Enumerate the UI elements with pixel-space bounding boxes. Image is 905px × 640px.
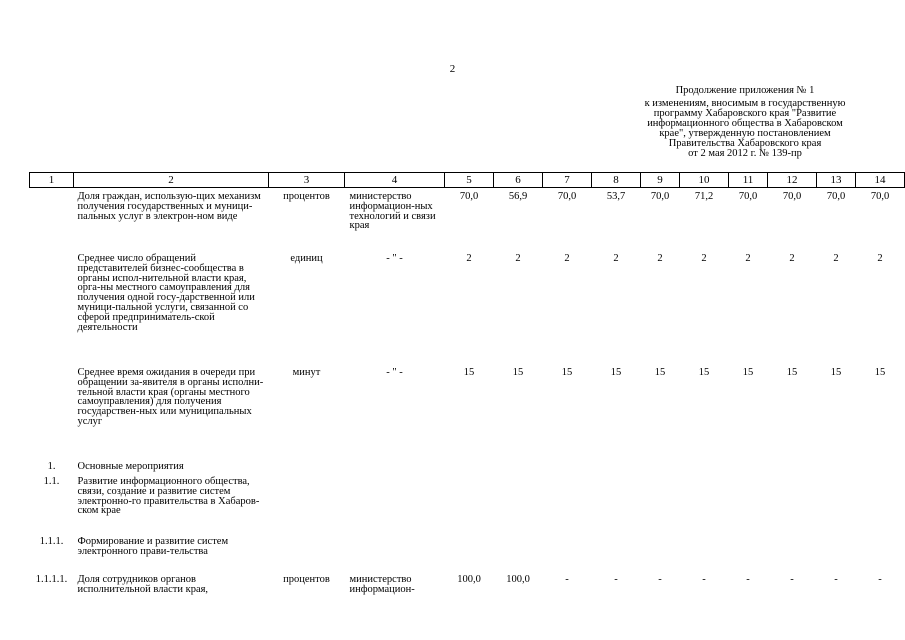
value-cell: - [702, 574, 706, 585]
appendix-header-line: к изменениям, вносимым в государственную [644, 98, 846, 109]
value-cell: 70,0 [557, 191, 577, 202]
value-cell: 100,0 [457, 574, 481, 585]
value-cell: 15 [561, 367, 573, 378]
value-cell: 15 [463, 367, 475, 378]
value-cell: 2 [657, 253, 663, 264]
unit-cell: процентов [283, 574, 330, 585]
column-number: 10 [680, 173, 729, 188]
appendix-header-line: крае", утвержденную постановлением [659, 128, 831, 139]
value-cell: - [614, 574, 618, 585]
executor-cell: министерство информацион-ных технологий и связи края [349, 191, 436, 232]
column-number: 3 [269, 173, 345, 188]
column-number: 5 [445, 173, 494, 188]
value-cell: 70,0 [738, 191, 758, 202]
table-row [30, 254, 905, 368]
column-number: 1 [30, 173, 74, 188]
value-cell: - [565, 574, 569, 585]
page-number: 2 [449, 63, 456, 75]
row-number [30, 188, 74, 255]
value-cell: 15 [698, 367, 710, 378]
indicators-table [29, 172, 905, 605]
value-cell: 15 [874, 367, 886, 378]
indicator-name: Основные мероприятия [77, 461, 184, 472]
indicator-name: Формирование и развитие систем электронного прави-тельства [77, 536, 229, 557]
column-number: 4 [345, 173, 445, 188]
value-cell: - [746, 574, 750, 585]
column-number: 2 [74, 173, 269, 188]
value-cell: 15 [742, 367, 754, 378]
executor-cell: - " - [386, 253, 403, 264]
column-number: 11 [729, 173, 768, 188]
value-cell: 2 [613, 253, 619, 264]
value-cell: 70,0 [826, 191, 846, 202]
indicator-name: Развитие информационного общества, связи, создание и развитие систем электронно-го правительства в Хабаров-ском крае [77, 476, 260, 517]
indicator-name: Среднее число обращений представителей бизнес-сообщества в органы испол-нительной власти края, орга-ны местного самоуправления для получения одной госу-дарственной или муници-пальной услуги, связанной со сферой предприниматель-ской деятельности [77, 253, 255, 333]
column-number: 8 [592, 173, 641, 188]
value-cell: - [658, 574, 662, 585]
value-cell: 70,0 [650, 191, 670, 202]
executor-cell: министерство информацион- [349, 574, 415, 595]
unit-cell: минут [292, 367, 321, 378]
value-cell: 2 [515, 253, 521, 264]
table-row [30, 462, 905, 477]
value-cell: 15 [610, 367, 622, 378]
table-row [30, 477, 905, 537]
row-number [30, 368, 74, 462]
value-cell: - [790, 574, 794, 585]
indicator-name: Среднее время ожидания в очереди при обращении за-явителя в органы исполни-тельной власти края (органы местного самоуправления) для получения государствен-ных или муниципальных услуг [77, 367, 264, 427]
appendix-header-line: Правительства Хабаровского края [668, 138, 822, 149]
column-number: 13 [817, 173, 856, 188]
value-cell: 15 [830, 367, 842, 378]
indicator-name: Доля граждан, использую-щих механизм получения государственных и муници-пальных услуг в электрон-ном виде [77, 191, 261, 222]
value-cell: 2 [745, 253, 751, 264]
value-cell: 2 [564, 253, 570, 264]
appendix-header-line: от 2 мая 2012 г. № 139-пр [688, 148, 802, 159]
value-cell: 70,0 [870, 191, 890, 202]
value-cell: 70,0 [782, 191, 802, 202]
appendix-title: Продолжение приложения № 1 [675, 85, 815, 96]
row-number: 1.1.1. [39, 536, 64, 547]
row-number: 1. [47, 461, 56, 472]
table-row [30, 368, 905, 462]
column-number: 12 [768, 173, 817, 188]
column-number: 7 [543, 173, 592, 188]
value-cell: 71,2 [694, 191, 714, 202]
column-number: 14 [856, 173, 905, 188]
row-number: 1.1. [43, 476, 60, 487]
row-number: 1.1.1.1. [35, 574, 68, 585]
table-row [30, 188, 905, 255]
value-cell: 2 [833, 253, 839, 264]
table-row [30, 537, 905, 575]
column-number-row [30, 173, 905, 188]
value-cell: 2 [877, 253, 883, 264]
value-cell: 53,7 [606, 191, 626, 202]
appendix-header-line: информационного общества в Хабаровском [647, 118, 843, 129]
table-row [30, 575, 905, 605]
appendix-header [600, 86, 890, 159]
executor-cell: - " - [386, 367, 403, 378]
column-number: 6 [494, 173, 543, 188]
column-number: 9 [641, 173, 680, 188]
indicator-name: Доля сотрудников органов исполнительной власти края, [77, 574, 209, 595]
value-cell: 15 [512, 367, 524, 378]
value-cell: 56,9 [508, 191, 528, 202]
value-cell: 2 [701, 253, 707, 264]
value-cell: 2 [466, 253, 472, 264]
value-cell: 2 [789, 253, 795, 264]
unit-cell: единиц [290, 253, 323, 264]
value-cell: 15 [786, 367, 798, 378]
unit-cell: процентов [283, 191, 330, 202]
row-number [30, 254, 74, 368]
value-cell: 70,0 [459, 191, 479, 202]
value-cell: - [834, 574, 838, 585]
appendix-header-line: программу Хабаровского края "Развитие [653, 108, 837, 119]
value-cell: 100,0 [506, 574, 530, 585]
value-cell: - [878, 574, 882, 585]
value-cell: 15 [654, 367, 666, 378]
